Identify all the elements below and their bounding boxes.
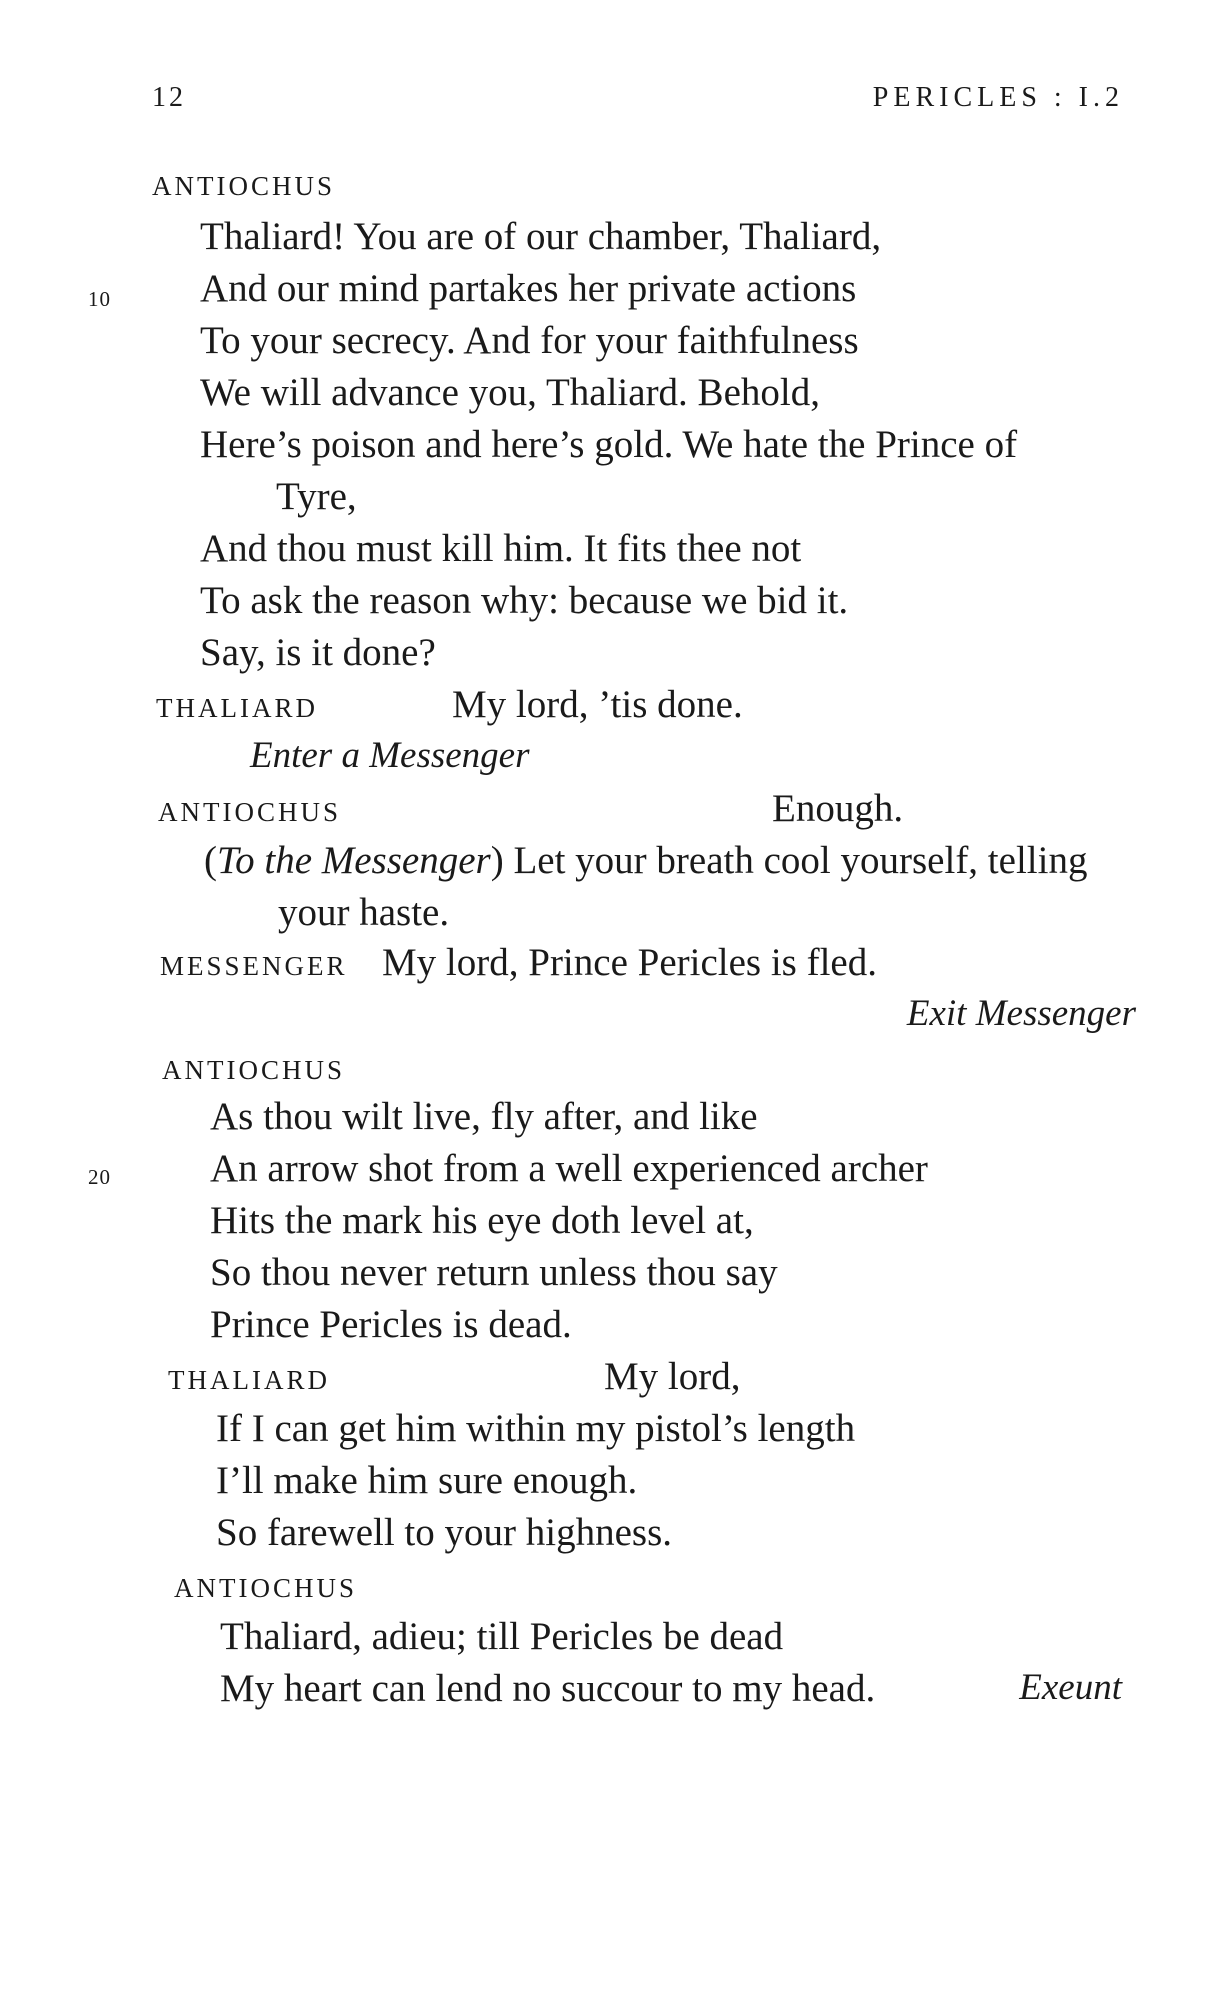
speaker-antiochus-3: ANTIOCHUS bbox=[162, 1055, 346, 1085]
paren-open: ( bbox=[204, 839, 217, 882]
verse-line: Enough. bbox=[772, 787, 904, 830]
verse-line: My lord, ’tis done. bbox=[452, 683, 743, 726]
speaker-thaliard-2: THALIARD bbox=[168, 1365, 330, 1395]
stage-direction-exeunt: Exeunt bbox=[1019, 1667, 1122, 1708]
speaker-antiochus-4: ANTIOCHUS bbox=[174, 1573, 358, 1603]
stage-direction-exit: Exit Messenger bbox=[906, 993, 1136, 1034]
paren-close: ) bbox=[490, 839, 504, 882]
speaker-thaliard-1: THALIARD bbox=[156, 693, 318, 723]
verse-line: My lord, bbox=[604, 1355, 741, 1398]
verse-line: If I can get him within my pistol’s length bbox=[216, 1407, 856, 1450]
verse-line: To ask the reason why: because we bid it. bbox=[200, 579, 849, 622]
verse-line-with-direction bbox=[204, 841, 1087, 880]
verse-line: Hits the mark his eye doth level at, bbox=[210, 1199, 754, 1242]
running-head: PERICLES : I.2 bbox=[872, 82, 1124, 113]
verse-line: So thou never return unless thou say bbox=[210, 1251, 778, 1294]
verse-line: And our mind partakes her private actions bbox=[200, 267, 857, 310]
verse-line: As thou wilt live, fly after, and like bbox=[210, 1095, 758, 1138]
verse-text: Let your breath cool yourself, telling bbox=[503, 839, 1088, 882]
verse-line: We will advance you, Thaliard. Behold, bbox=[200, 371, 820, 414]
speaker-antiochus-2: ANTIOCHUS bbox=[158, 797, 342, 827]
verse-line-turnover: your haste. bbox=[278, 891, 450, 934]
verse-line: Say, is it done? bbox=[200, 631, 436, 674]
verse-line-turnover: Tyre, bbox=[276, 475, 357, 518]
verse-line: My heart can lend no succour to my head. bbox=[220, 1667, 876, 1710]
verse-line: My lord, Prince Pericles is fled. bbox=[382, 941, 877, 984]
verse-line: And thou must kill him. It fits thee not bbox=[200, 527, 802, 570]
verse-line: Thaliard! You are of our chamber, Thaliard, bbox=[200, 215, 882, 258]
stage-direction-aside: To the Messenger bbox=[217, 839, 491, 882]
verse-line: I’ll make him sure enough. bbox=[216, 1459, 638, 1502]
verse-line: So farewell to your highness. bbox=[216, 1511, 673, 1554]
verse-line: Thaliard, adieu; till Pericles be dead bbox=[220, 1615, 784, 1658]
speaker-messenger: MESSENGER bbox=[160, 951, 348, 981]
line-number-10: 10 bbox=[88, 287, 111, 311]
verse-line: An arrow shot from a well experienced archer bbox=[210, 1147, 928, 1190]
verse-line: To your secrecy. And for your faithfulness bbox=[200, 319, 859, 362]
verse-line: Here’s poison and here’s gold. We hate the Prince of bbox=[200, 423, 1018, 466]
line-number-20: 20 bbox=[88, 1165, 111, 1189]
stage-direction-enter: Enter a Messenger bbox=[250, 735, 530, 776]
verse-line: Prince Pericles is dead. bbox=[210, 1303, 572, 1346]
page-number: 12 bbox=[152, 82, 186, 113]
speaker-antiochus-1: ANTIOCHUS bbox=[152, 171, 336, 201]
